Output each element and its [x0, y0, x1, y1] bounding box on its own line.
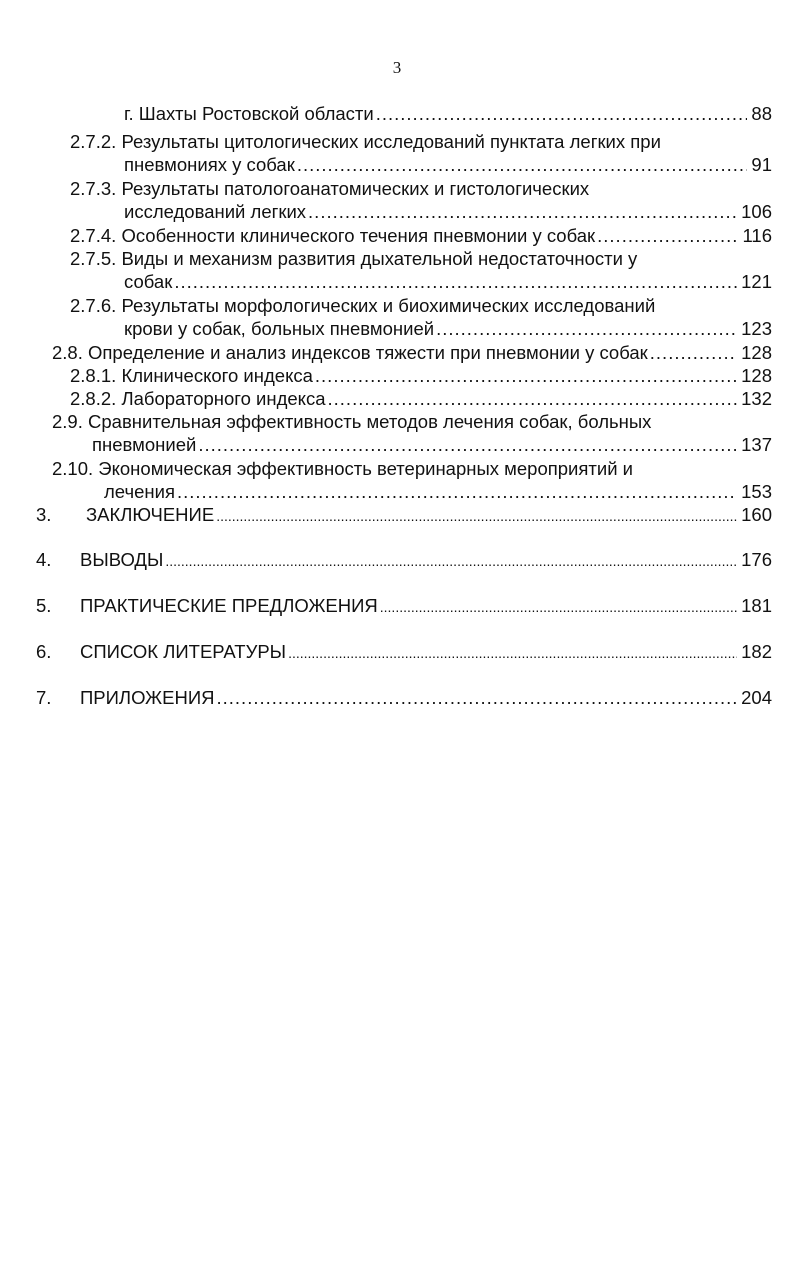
toc-entry-number: 2.7.5.: [70, 248, 117, 269]
toc-entry[interactable]: [70, 247, 772, 271]
toc-entry-number: 2.8.2.: [70, 388, 117, 409]
toc-leader: [198, 433, 737, 457]
toc-leader: [376, 102, 748, 126]
toc-section[interactable]: [36, 640, 772, 664]
toc-entry-number: 2.7.4.: [70, 225, 117, 246]
toc-entry-page: 116: [742, 225, 772, 246]
toc-leader: [216, 504, 737, 528]
toc-entry-title: Виды и механизм развития дыхательной недостаточности у: [121, 248, 638, 269]
toc-entry[interactable]: [70, 224, 772, 248]
toc-entry-page: 88: [751, 103, 772, 124]
toc-leader: [177, 480, 737, 504]
toc-section-title: ПРАКТИЧЕСКИЕ ПРЕДЛОЖЕНИЯ: [80, 595, 378, 616]
toc-entry-number: 2.8.1.: [70, 365, 117, 386]
toc-section[interactable]: [36, 503, 772, 527]
toc-leader: [650, 341, 737, 365]
toc-leader: [308, 200, 737, 224]
toc-entry-page: 123: [741, 318, 772, 339]
toc-entry-number: 2.9.: [52, 411, 83, 432]
toc-entry[interactable]: [70, 387, 772, 411]
toc-section-page: 181: [741, 595, 772, 616]
toc-entry-title: Экономическая эффективность ветеринарных мероприятий и: [98, 458, 634, 479]
toc-entry-title: Определение и анализ индексов тяжести при пневмонии у собак: [88, 342, 648, 363]
toc-section[interactable]: [36, 594, 772, 618]
toc-entry-continuation[interactable]: [104, 480, 772, 504]
toc-entry-title: Результаты патологоанатомических и гистологических: [121, 178, 590, 199]
toc-entry-page: 132: [741, 388, 772, 409]
toc-entry-title: Лабораторного индекса: [121, 388, 326, 409]
toc-leader: [217, 686, 738, 710]
toc-entry-page: 137: [741, 434, 772, 455]
toc-section-number: 5.: [36, 595, 52, 616]
toc-entry-title-cont: исследований легких: [124, 201, 307, 222]
toc-entry[interactable]: [70, 130, 772, 154]
toc-entry[interactable]: [70, 294, 772, 318]
toc-entry-title: Результаты морфологических и биохимических исследований: [121, 295, 656, 316]
toc-entry-title: Сравнительная эффективность методов лечения собак, больных: [88, 411, 652, 432]
toc-leader: [288, 641, 737, 665]
toc-entry-title-cont: собак: [124, 271, 173, 292]
toc-entry-number: 2.7.2.: [70, 131, 117, 152]
toc-leader: [165, 549, 737, 573]
toc-entry-title: Клинического индекса: [121, 365, 313, 386]
toc-leader: [297, 153, 748, 177]
toc-leader: [315, 364, 737, 388]
page-number: 3: [392, 58, 402, 77]
toc-entry[interactable]: [124, 102, 772, 126]
toc-entry-page: 121: [741, 271, 772, 292]
toc-entry-continuation[interactable]: [124, 200, 772, 224]
toc-entry-title-cont: пневмониях у собак: [124, 154, 295, 175]
toc-entry-title: г. Шахты Ростовской области: [124, 103, 374, 124]
toc-section-title: СПИСОК ЛИТЕРАТУРЫ: [80, 641, 287, 662]
toc-entry-number: 2.8.: [52, 342, 83, 363]
toc-section-title: ПРИЛОЖЕНИЯ: [80, 687, 215, 708]
toc-entry[interactable]: [70, 364, 772, 388]
toc-entry-continuation[interactable]: [124, 153, 772, 177]
toc-leader: [597, 224, 738, 248]
toc-section-number: 6.: [36, 641, 52, 662]
toc-section-page: 182: [741, 641, 772, 662]
toc-entry[interactable]: [70, 177, 772, 201]
toc-entry[interactable]: [52, 410, 772, 434]
toc-entry-title: Результаты цитологических исследований пунктата легких при: [121, 131, 661, 152]
toc-section-page: 176: [741, 549, 772, 570]
toc-section-number: 4.: [36, 549, 52, 570]
toc-section-number: 3.: [36, 504, 52, 525]
toc-section-title: ЗАКЛЮЧЕНИЕ: [86, 504, 215, 525]
toc-entry-page: 128: [741, 365, 772, 386]
toc-entry-continuation[interactable]: [124, 270, 772, 294]
toc-entry[interactable]: [52, 341, 772, 365]
toc-entry-number: 2.10.: [52, 458, 94, 479]
toc-section-number: 7.: [36, 687, 52, 708]
toc-entry-continuation[interactable]: [124, 317, 772, 341]
toc-leader: [436, 317, 737, 341]
toc-leader: [174, 270, 737, 294]
toc-entry-continuation[interactable]: [92, 433, 772, 457]
toc-entry-title: Особенности клинического течения пневмонии у собак: [121, 225, 596, 246]
toc-section-page: 204: [741, 687, 772, 708]
toc-entry-page: 91: [751, 154, 772, 175]
toc-entry-page: 106: [741, 201, 772, 222]
toc-entry-title-cont: крови у собак, больных пневмонией: [124, 318, 435, 339]
toc-section-title: ВЫВОДЫ: [80, 549, 164, 570]
toc-section-page: 160: [741, 504, 772, 525]
toc-entry-title-cont: лечения: [104, 481, 175, 502]
toc-entry[interactable]: [52, 457, 772, 481]
toc-section[interactable]: [36, 548, 772, 572]
toc-section[interactable]: [36, 686, 772, 710]
toc-entry-number: 2.7.3.: [70, 178, 117, 199]
toc-entry-number: 2.7.6.: [70, 295, 117, 316]
toc-entry-page: 153: [741, 481, 772, 502]
toc-entry-page: 128: [741, 342, 772, 363]
toc-leader: [380, 595, 737, 619]
toc-leader: [328, 387, 738, 411]
toc-entry-title-cont: пневмонией: [92, 434, 197, 455]
